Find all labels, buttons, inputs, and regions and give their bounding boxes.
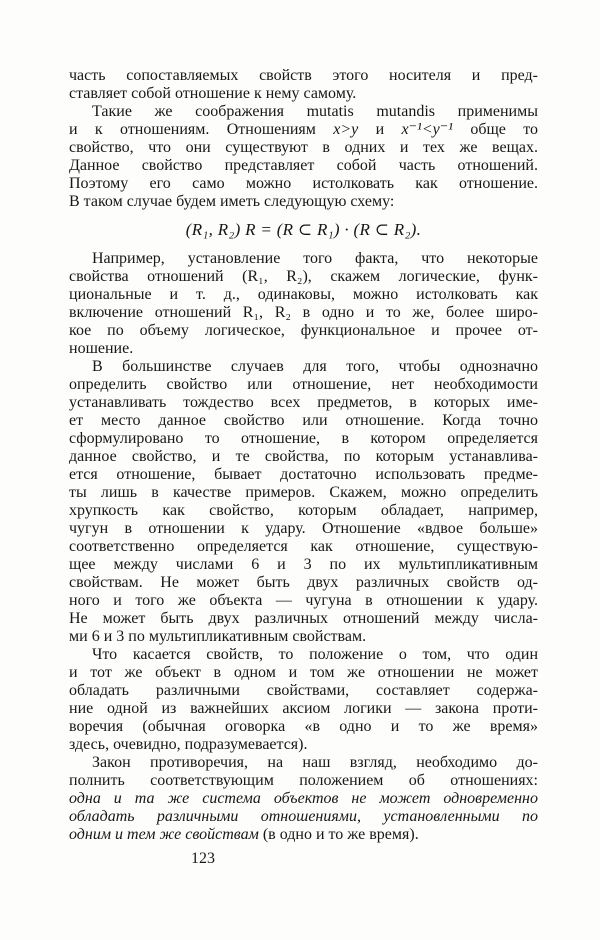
text-line: часть сопоставляемых свойств этого носителя и пред- (69, 67, 538, 84)
text-line: воречия (обычная оговорка «в одно и то же время» (69, 718, 538, 735)
text-line: ного и того же объекта — чугуна в отношении к удару. (69, 592, 538, 609)
text-line: ношение. (69, 340, 134, 357)
text-line: Поэтому его само можно истолковать как отношение. (69, 175, 538, 192)
text-line: Такие же соображения mutatis mutandis применимы (92, 103, 538, 120)
text-line: Не может быть двух различных отношений между числа- (69, 610, 538, 627)
text-line: ми 6 и 3 по мультипликативным свойствам. (69, 628, 367, 645)
text-line: ние одной из важнейших аксиом логики — закона проти- (69, 700, 538, 717)
text-line: свойствам. Не может быть двух различных свойств од- (69, 574, 538, 591)
text-line-italic: одна и та же система объектов не может одновременно (69, 790, 538, 807)
text-line-italic: обладать различными отношениями, установленными по (69, 808, 538, 825)
text-line: чугун в отношении к удару. Отношение «вдвое больше» (69, 520, 538, 537)
text-line: ставляет собой отношение к нему самому. (69, 85, 357, 102)
text-line: сформулировано то отношение, в котором определяется (69, 430, 538, 447)
text-line: Закон противоречия, на наш взгляд, необходимо до- (92, 754, 538, 771)
math-expression: x⁻¹<y⁻¹ (401, 121, 453, 138)
formula: (R₁, R₂) R = (R ⊂ R₁) · (R ⊂ R₂). (185, 220, 422, 239)
math-expression: x>y (333, 121, 359, 138)
text-line: Например, установление того факта, что некоторые (92, 250, 538, 267)
page-number: 123 (191, 850, 215, 867)
text-line-mixed (69, 826, 538, 844)
text-line-with-math (69, 121, 538, 139)
text-block (69, 67, 538, 844)
text-line: и тот же объект в одном и том же отношении не может (69, 664, 538, 681)
text-line: ется отношение, бывает достаточно использовать предме- (69, 466, 538, 483)
text-line: кое по объему логическое, функциональное и прочее от- (69, 322, 538, 339)
text-line: данное свойство, и те свойства, по которым устанавлива- (69, 448, 538, 465)
text-fragment: и (358, 121, 402, 138)
text-line: Что касается свойств, то положение о том, что один (92, 646, 538, 663)
text-line: включение отношений R₁, R₂ в одно и то же, более широ- (69, 304, 538, 321)
text-line: свойство, что они существуют в одних и тех же вещах. (69, 139, 538, 156)
text-line: соответственно определяется как отношение, существую- (69, 538, 538, 555)
text-line: циональные и т. д., одинаковы, можно истолковать как (69, 286, 538, 303)
text-line: Данное свойство представляет собой часть отношений. (69, 157, 538, 174)
text-line: щее между числами 6 и 3 по их мультипликативным (69, 556, 538, 573)
text-line: полнить соответствующим положением об отношениях: (69, 772, 538, 789)
text-fragment: и к отношениям. Отношениям (69, 121, 334, 138)
text-line: здесь, очевидно, подразумевается). (69, 736, 308, 753)
text-fragment-italic: одним и тем же свойствам (69, 826, 259, 843)
text-line: определить свойство или отношение, нет необходимости (69, 376, 538, 393)
text-line: ет место данное свойство или отношение. Когда точно (69, 412, 538, 429)
text-line: В таком случае будем иметь следующую схему: (69, 193, 395, 210)
text-fragment: (в одно и то же время). (258, 826, 419, 843)
text-line: свойства отношений (R₁, R₂), скажем логические, функ- (69, 268, 538, 285)
text-fragment: обще то (452, 121, 538, 138)
text-line: обладать различными свойствами, составляет содержа- (69, 682, 538, 699)
text-line: устанавливать тождество всех предметов, в которых име- (69, 394, 538, 411)
text-line: В большинстве случаев для того, чтобы однозначно (92, 358, 538, 375)
text-line: хрупкость как свойство, которым обладает, например, (69, 502, 538, 519)
text-line: ты лишь в качестве примеров. Скажем, можно определить (69, 484, 538, 501)
